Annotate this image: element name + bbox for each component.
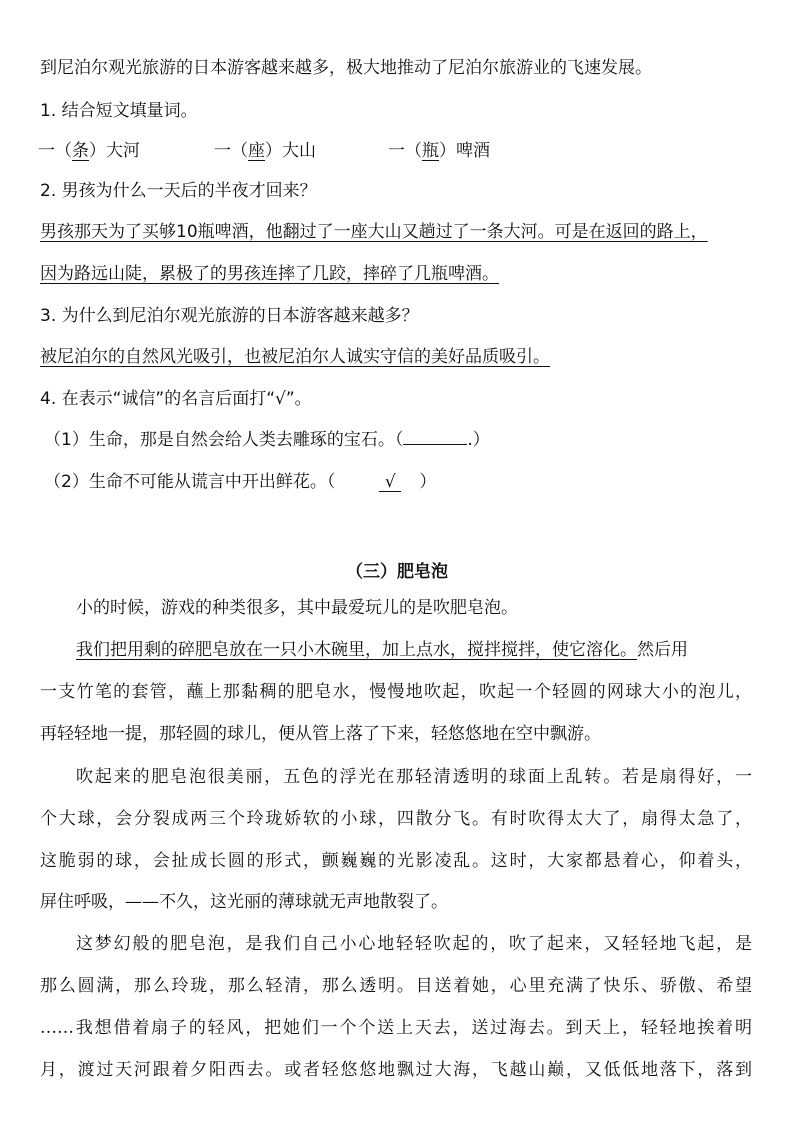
passage-p1: 小的时候，游戏的种类很多，其中最爱玩儿的是吹肥皂泡。 xyxy=(76,598,518,618)
q1-item-2: 一（座）大山 xyxy=(214,141,316,161)
section-title: （三）肥皂泡 xyxy=(346,562,448,582)
question-2: 2. 男孩为什么一天后的半夜才回来？ xyxy=(40,181,317,201)
question-3: 3. 为什么到尼泊尔观光旅游的日本游客越来越多？ xyxy=(40,306,419,326)
q2-answer-line-1: 男孩那天为了买够10瓶啤酒，他翻过了一座大山又趟过了一条大河。可是在返回的路上， xyxy=(40,222,708,242)
passage-p3-line-2: 个大球，会分裂成两三个玲珑娇软的小球，四散分飞。有时吹得太大了，扇得太急了， xyxy=(40,809,752,829)
passage-p2-line-2: 一支竹笔的套管，蘸上那黏稠的肥皂水，慢慢地吹起，吹起一个轻圆的网球大小的泡儿， xyxy=(40,682,752,702)
q1-answers-row xyxy=(38,141,490,161)
question-1: 1. 结合短文填量词。 xyxy=(40,101,198,121)
intro-line: 到尼泊尔观光旅游的日本游客越来越多，极大地推动了尼泊尔旅游业的飞速发展。 xyxy=(40,58,652,78)
q1-answer-2: 座 xyxy=(248,141,265,161)
question-4: 4. 在表示“诚信”的名言后面打“√”。 xyxy=(40,389,312,409)
passage-p3-line-1: 吹起来的肥皂泡很美丽，五色的浮光在那轻清透明的球面上乱转。若是扇得好，一 xyxy=(76,767,752,787)
q2-answer-line-2: 因为路远山陡，累极了的男孩连摔了几跤，摔碎了几瓶啤酒。 xyxy=(40,264,499,284)
passage-underlined-sentence: 我们把用剩的碎肥皂放在一只小木碗里，加上点水，搅拌搅拌，使它溶化。 xyxy=(76,640,637,660)
passage-p2-line-3: 再轻轻地一提，那轻圆的球儿，便从管上落了下来，轻悠悠地在空中飘游。 xyxy=(40,724,601,744)
q1-answer-3: 瓶 xyxy=(422,141,439,161)
q4-checkbox-1[interactable] xyxy=(403,444,467,445)
q4-item-1: （1）生命，那是自然会给人类去雕琢的宝石。（ .） xyxy=(44,430,490,450)
q4-item-2: （2）生命不可能从谎言中开出鲜花。（ √ ） xyxy=(44,472,437,492)
q3-answer: 被尼泊尔的自然风光吸引，也被尼泊尔人诚实守信的美好品质吸引。 xyxy=(40,347,550,367)
passage-p4-line-3: ……我想借着扇子的轻风，把她们一个个送上天去，送过海去。到天上，轻轻地挨着明 xyxy=(40,1018,752,1038)
passage-p4-line-2: 那么圆满，那么玲珑，那么轻清，那么透明。目送着她，心里充满了快乐、骄傲、希望 xyxy=(40,976,752,996)
passage-p3-line-4: 屏住呼吸，——不久，这光丽的薄球就无声地散裂了。 xyxy=(40,892,448,912)
q1-answer-1: 条 xyxy=(72,141,89,161)
passage-p3-line-3: 这脆弱的球，会扯成长圆的形式，颤巍巍的光影凌乱。这时，大家都悬着心，仰着头， xyxy=(40,851,752,871)
passage-p2-line-1: 我们把用剩的碎肥皂放在一只小木碗里，加上点水，搅拌搅拌，使它溶化。然后用 xyxy=(76,640,688,660)
q1-item-1: 一（条）大河 xyxy=(38,141,140,161)
q1-item-3: 一（瓶）啤酒 xyxy=(388,141,490,161)
passage-p4-line-4: 月，渡过天河跟着夕阳西去。或者轻悠悠地飘过大海，飞越山巅，又低低地落下，落到 xyxy=(40,1060,752,1080)
passage-p4-line-1: 这梦幻般的肥皂泡，是我们自己小心地轻轻吹起的，吹了起来，又轻轻地飞起，是 xyxy=(76,934,752,954)
q4-checkbox-2[interactable]: √ xyxy=(379,473,401,492)
